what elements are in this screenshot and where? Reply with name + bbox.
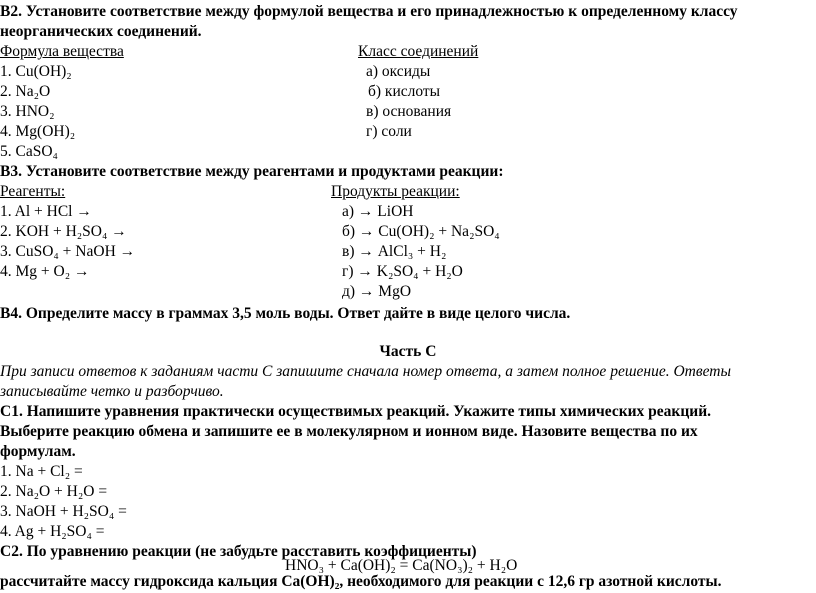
c1-item: 3. NaOH + H₂SO₄ =: [0, 503, 127, 520]
b2-title-line1: В2. Установите соответствие между формулой вещества и его принадлежностью к определенному классу: [0, 3, 738, 20]
b2-title-line2: неорганических соединений.: [0, 23, 202, 40]
c1-line1: С1. Напишите уравнения практически осуществимых реакций. Укажите типы химических реакций.: [0, 403, 712, 420]
b2-left-item: 2. Na₂O: [0, 83, 51, 100]
b3-left-item: 4. Mg + O₂ →: [0, 263, 90, 280]
b3-title: В3. Установите соответствие между реагентами и продуктами реакции:: [0, 163, 504, 180]
c2-line1: С2. По уравнению реакции (не забудьте расставить коэффициенты): [0, 543, 477, 560]
b2-right-item: б) кислоты: [368, 83, 441, 100]
b4-text: В4. Определите массу в граммах 3,5 моль воды. Ответ дайте в виде целого числа.: [0, 305, 571, 322]
b2-right-header: Класс соединений: [358, 43, 479, 60]
b3-left-header: Реагенты:: [0, 183, 66, 200]
c1-line3: формулам.: [0, 443, 76, 460]
b3-right-header: Продукты реакции:: [331, 183, 460, 200]
b3-right-item: г) → K₂SO₄ + H₂O: [342, 263, 463, 280]
c1-line2: Выберите реакцию обмена и запишите ее в молекулярном и ионном виде. Назовите вещества по их: [0, 423, 698, 440]
c1-item: 4. Ag + H₂SO₄ =: [0, 523, 105, 540]
c1-item: 1. Na + Cl₂ =: [0, 463, 83, 480]
c2-line3: рассчитайте массу гидроксида кальция Ca(OH)₂, необходимого для реакции с 12,6 гр азотной кислоты.: [0, 573, 722, 590]
part-c-instructions-line2: записывайте четко и разборчиво.: [0, 383, 224, 400]
c2-equation: HNO₃ + Ca(OH)₂ = Ca(NO₃)₂ + H₂O: [285, 557, 518, 574]
b2-right-item: в) основания: [366, 103, 452, 120]
b2-left-item: 4. Mg(OH)₂: [0, 123, 76, 140]
b2-right-item: г) соли: [366, 123, 412, 140]
b3-right-item: в) → AlCl₃ + H₂: [342, 243, 447, 260]
b3-right-item: д) → MgO: [342, 283, 412, 300]
part-c-instructions-line1: При записи ответов к заданиям части С запишите сначала номер ответа, а затем полное решение. Ответы: [0, 363, 731, 380]
b3-left-item: 3. CuSO₄ + NaOH →: [0, 243, 136, 260]
b2-right-item: а) оксиды: [366, 63, 431, 80]
b2-left-item: 3. HNO₂: [0, 103, 55, 120]
c1-item: 2. Na₂O + H₂O =: [0, 483, 108, 500]
b2-left-item: 5. CaSO₄: [0, 143, 58, 160]
b3-right-item: б) → Cu(OH)₂ + Na₂SO₄: [342, 223, 500, 240]
part-c-heading: Часть С: [379, 343, 437, 360]
b2-left-item: 1. Cu(OH)₂: [0, 63, 72, 80]
b3-right-item: а) → LiOH: [342, 203, 414, 220]
b3-left-item: 2. KOH + H₂SO₄ →: [0, 223, 127, 240]
b2-left-header: Формула вещества: [0, 43, 124, 60]
b3-left-item: 1. Al + HCl →: [0, 203, 92, 220]
